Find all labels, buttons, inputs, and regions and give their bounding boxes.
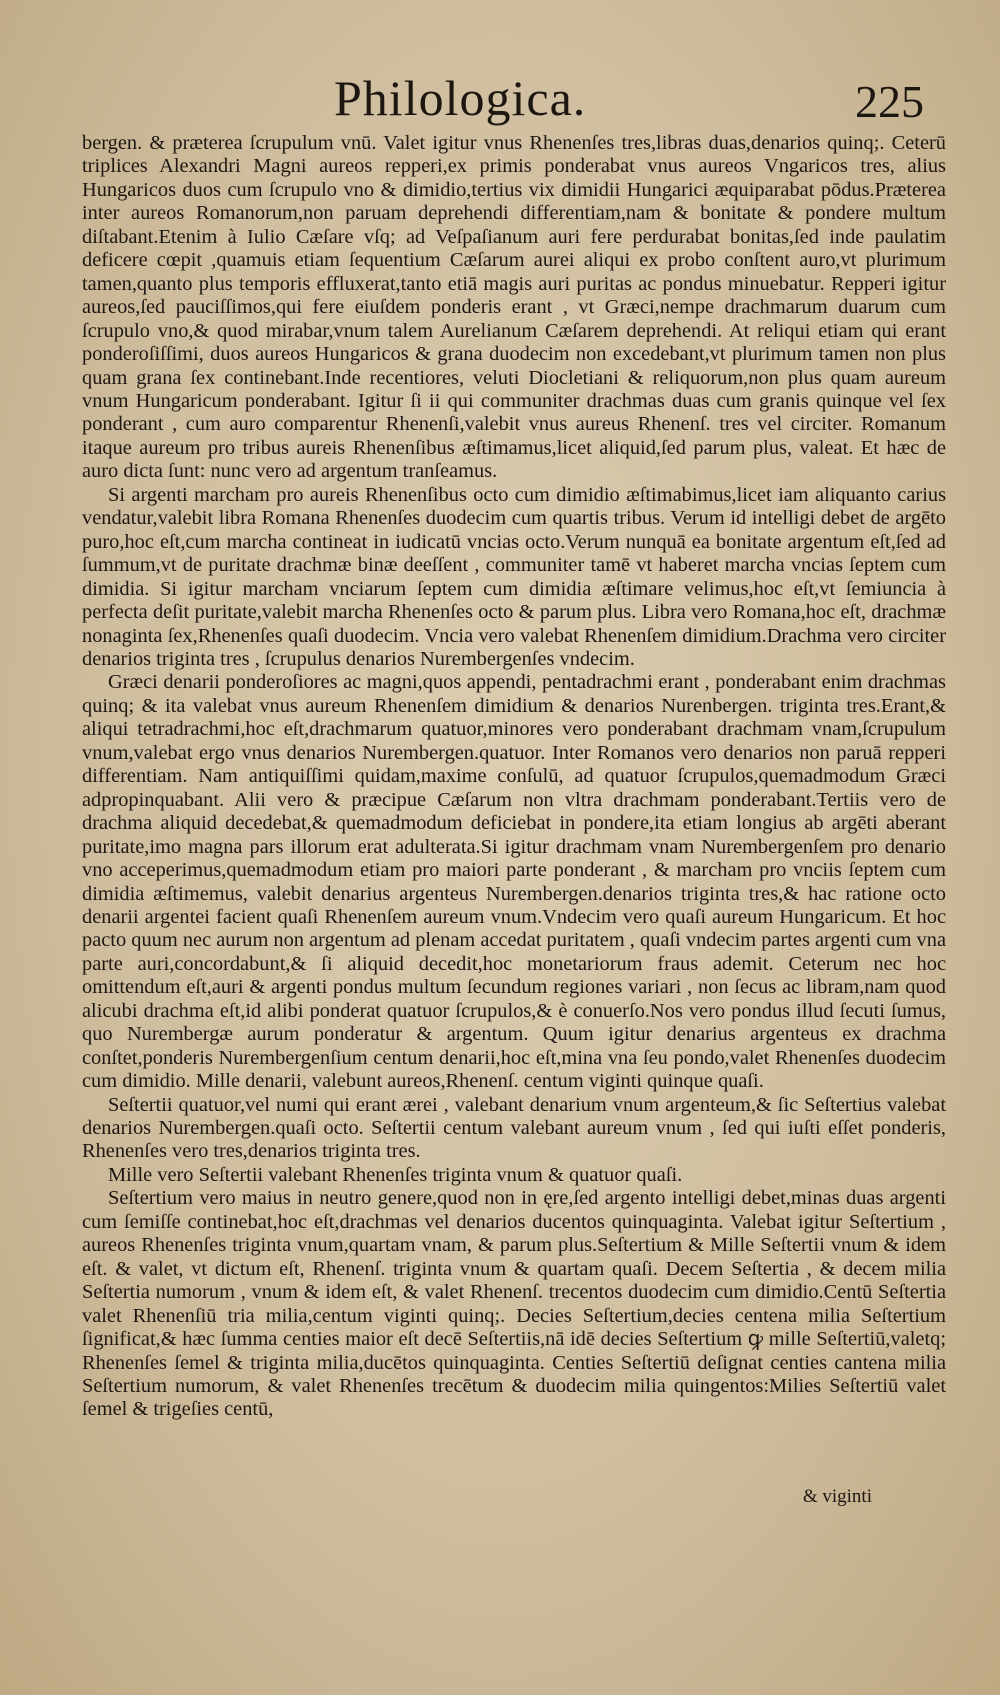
catchword: & viginti [802,1486,872,1507]
paragraph-sestertium: Seſtertium vero maius in neutro genere,quod non in ęre,ſed argento intelligi debet,minas duas argenti cum ſemiſſe continebat,hoc eſt,drachmas vel denarios ducentos quinquaginta. Valebat igitur Seſtertium , aureos Rhenenſes triginta vnum,quartam vnam, & parum plus.Seſtertium & Mille Seſtertii vnum & idem eſt. & valet, vt dictum eſt, Rhenenſ. triginta vnum & quartam quaſi. Decem Seſtertia , & decem milia Seſtertia numorum , vnum & idem eſt, & valet Rhenenſ. trecentos duodecim cum dimidio.Centū Seſtertia valet Rhenenſiū tria milia,centum viginti quinq;. Decies Seſtertium,decies centena milia Seſtertium ſignificat,& hæc ſumma centies maior eſt decē Seſtertiis,nā idē decies Seſtertium ꝙ mille Seſtertiū,valetq; Rhenenſes ſemel & triginta milia,ducētos quinquaginta. Centies Seſtertiū deſignat centies cantena milia Seſtertium numorum, & valet Rhenenſes trecētum & duodecim milia quingentos:Milies Seſtertiū valet ſemel & trigeſies centū, [82,1187,946,1421]
paragraph-sestertii: Seſtertii quatuor,vel numi qui erant ærei , valebant denarium vnum argenteum,& ſic Seſtertius valebat denarios Nurembergen.quaſi octo. Seſtertii centum valebant aureum vnum , ſed qui iuſti eſſet ponderis, Rhenenſes vero tres,denarios triginta tres. [82,1093,946,1163]
paragraph-gold: bergen. & præterea ſcrupulum vnū. Valet igitur vnus Rhenenſes tres,libras duas,denarios quinq;. Ceterū triplices Alexandri Magni aureos repperi,ex primis ponderabat vnus aureos Vngaricos tres, alius Hungaricos duos cum ſcrupulo vno & dimidio,tertius vix dimidii Hungarici æquiparabat pōdus.Præterea inter aureos Romanorum,non paruam deprehendi differentiam,nam & bonitate & pondere multum diſtabant.Etenim à Iulio Cæſare vſq; ad Veſpaſianum auri fere perdurabat bonitas,ſed inde paulatim deficere cœpit ,quamuis etiam ſequentium Cæſarum aurei aliqui ex probo conſtent auro,vt plurimum tamen,quanto plus temporis effluxerat,tanto etiā magis auri puritas ac pondus minuebatur. Repperi igitur aureos,ſed pauciſſimos,qui fere eiuſdem ponderis erant , vt Græci,nempe drachmarum duarum cum ſcrupulo vno,& quod mirabar,vnum talem Aurelianum Cæſarem deprehendi. At reliqui etiam qui erant ponderoſiſſimi, duos aureos Hungaricos & grana duodecim non excedebant,vt plurimum tamen non plus quam grana ſex continebant.Inde recentiores, veluti Diocletiani & reliquorum,non plus quam aureum vnum Hungaricum ponderabant. Igitur ſi ii qui communiter drachmas duas cum granis quinque vel ſex ponderant , cum auro comparentur Rhenenſi,valebit vnus aureus Rhenenſ. tres vel circiter. Romanum itaque aureum pro tribus aureis Rhenenſibus æſtimamus,licet aliquid,ſed parum plus, valeat. Et hæc de auro dicta ſunt: nunc vero ad argentum tranſeamus. [82,132,946,483]
body-text [82,132,946,1422]
paragraph-mille-sestertii: Mille vero Seſtertii valebant Rhenenſes triginta vnum & quatuor quaſi. [108,1163,683,1186]
page-number: 225 [855,76,924,127]
paragraph-silver-marcha: Si argenti marcham pro aureis Rhenenſibus octo cum dimidio æſtimabimus,licet iam aliquanto carius vendatur,valebit libra Romana Rhenenſes duodecim cum quartis tribus. Verum id intelligi debet de argēto puro,hoc eſt,cum marcha contineat in iudicatū vncias octo.Verum nunquā ea bonitate argentum eſt,ſed ad ſummum,vt de puritate drachmæ binæ deeſſent , communiter tamē vt haberet marcha vncias ſeptem cum dimidia. Si igitur marcham vnciarum ſeptem cum dimidia æſtimare velimus,hoc eſt,vt ſemiuncia à perfecta deſit puritate,valebit marcha Rhenenſes octo & parum plus. Libra vero Romana,hoc eſt, drachmæ nonaginta ſex,Rhenenſes quaſi duodecim. Vncia vero valebat Rhenenſem dimidium.Drachma vero circiter denarios triginta tres , ſcrupulus denarios Nurembergenſes vndecim. [82,483,946,670]
paragraph-greek-denarii: Græci denarii ponderoſiores ac magni,quos appendi, pentadrachmi erant , ponderabant enim drachmas quinq; & ita valebat vnus aureum Rhenenſem dimidium & denarios Nurenbergen. triginta tres.Erant,& aliqui tetradrachmi,hoc eſt,drachmarum quatuor,minores vero ponderabant drachmam vnam,ſcrupulum vnum,valebat ergo vnus denarios Nurembergen.quatuor. Inter Romanos vero denarios non paruā repperi differentiam. Nam antiquiſſimi quidam,maxime conſulū, ad quatuor ſcrupulos,quemadmodum Græci adpropinquabant. Alii vero & præcipue Cæſarum non vltra drachmam ponderabant.Tertiis vero de drachma aliquid decedebat,& quemadmodum deficiebat in pondere,ita etiam longius ab argēti aberant puritate,imo magna pars illorum erat adulterata.Si igitur drachmam vnam Nurembergenſem pro denario vno acceperimus,quemadmodum etiam pro maiori parte ponderant , & marcham pro vnciis ſeptem cum dimidia æſtimemus, valebit denarius argenteus Nurembergen.denarios triginta tres,& hac ratione octo denarii argentei facient quaſi Rhenenſem aureum vnum.Vndecim vero quaſi aureum Hungaricum. Et hoc pacto quum nec aurum non argentum ad plenam accedat puritatem , quaſi vndecim partes argenti cum vna parte auri,concordabunt,& ſi aliquid decedit,hoc monetariorum fraus ademit. Ceterum nec hoc omittendum eſt,auri & argenti pondus multum ſecundum regiones variari , non ſecus ac libram,nam quod alicubi drachma eſt,id alibi ponderat quatuor ſcrupulos,& è conuerſo.Nos vero pondus illud ſecuti ſumus, quo Nurembergæ aurum ponderatur & argentum. Quum igitur denarius argenteus ex drachma conſtet,ponderis Nurembergenſium centum denarii,hoc eſt,mina vna ſeu pondo,valet Rhenenſes duodecim cum dimidio. Mille denarii, valebunt aureos,Rhenenſ. centum viginti quinque quaſi. [82,671,946,1093]
running-title: Philologica. [334,70,587,126]
page-header [84,68,924,128]
